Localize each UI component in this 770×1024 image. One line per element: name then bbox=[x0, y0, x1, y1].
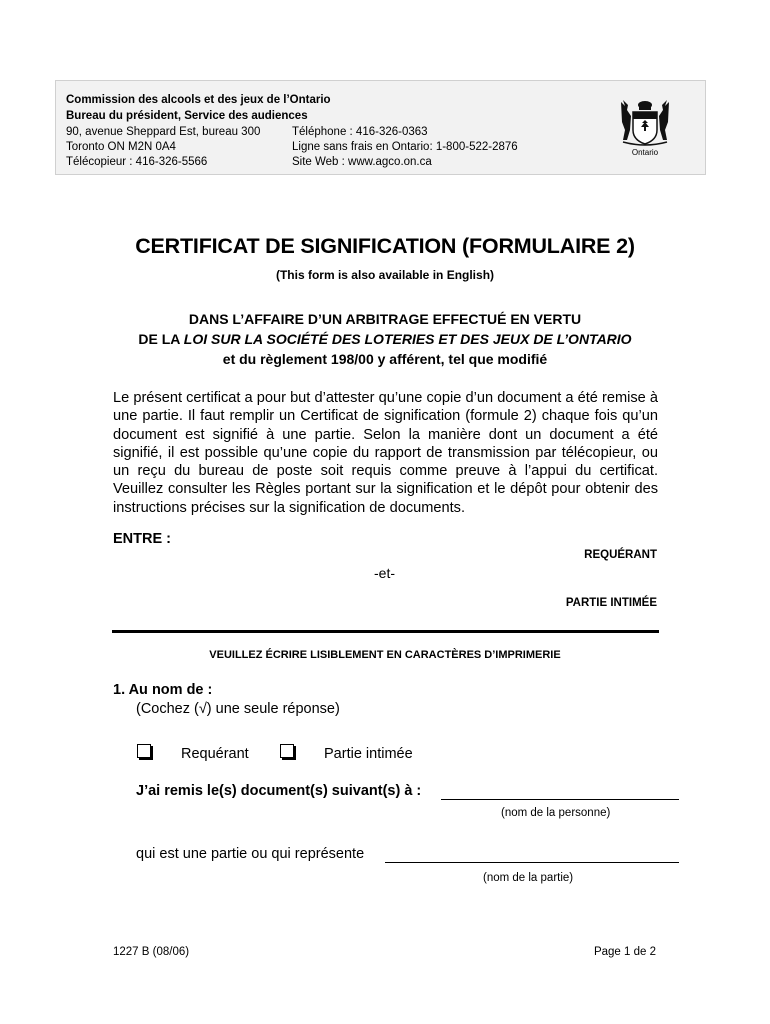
partie-intimee-checkbox[interactable] bbox=[280, 744, 294, 758]
partie-intimee-option-label: Partie intimée bbox=[324, 746, 413, 762]
requerant-label: REQUÉRANT bbox=[584, 549, 657, 561]
requerant-option-label: Requérant bbox=[181, 746, 249, 762]
address-line-2: Toronto ON M2N 0A4 bbox=[66, 141, 176, 153]
person-name-caption: (nom de la personne) bbox=[501, 807, 611, 819]
party-name-field[interactable] bbox=[385, 862, 679, 863]
requerant-checkbox[interactable] bbox=[137, 744, 151, 758]
et-separator: -et- bbox=[374, 565, 395, 581]
phone-number: Téléphone : 416-326-0363 bbox=[292, 126, 428, 138]
section-divider bbox=[112, 630, 659, 633]
org-name: Commission des alcools et des jeux de l’Ontario bbox=[66, 94, 331, 106]
page-subtitle: (This form is also available in English) bbox=[275, 268, 495, 282]
affaire-law-name: LOI SUR LA SOCIÉTÉ DES LOTERIES ET DES JEUX DE L’ONTARIO bbox=[183, 331, 632, 347]
tollfree-number: Ligne sans frais en Ontario: 1-800-522-2876 bbox=[292, 141, 518, 153]
documents-label: J’ai remis le(s) document(s) suivant(s) à : bbox=[136, 783, 422, 799]
fax-number: Télécopieur : 416-326-5566 bbox=[66, 156, 208, 168]
represents-label: qui est une partie ou qui représente bbox=[136, 846, 365, 862]
form-number: 1227 B (08/06) bbox=[113, 946, 190, 958]
affaire-line-2-prefix: DE LA bbox=[138, 331, 184, 347]
page-title: CERTIFICAT DE SIGNIFICATION (FORMULAIRE 2) bbox=[135, 234, 635, 258]
section-1-note: (Cochez (√) une seule réponse) bbox=[136, 701, 340, 717]
party-name-caption: (nom de la partie) bbox=[483, 872, 574, 884]
address-line-1: 90, avenue Sheppard Est, bureau 300 bbox=[66, 126, 261, 138]
affaire-line-3: et du règlement 198/00 y afférent, tel que modifié bbox=[222, 351, 548, 367]
page-number: Page 1 de 2 bbox=[593, 946, 656, 958]
office-name: Bureau du président, Service des audiences bbox=[66, 110, 308, 122]
section-1-heading: 1. Au nom de : bbox=[113, 682, 213, 698]
entre-label: ENTRE : bbox=[113, 531, 171, 547]
logo-text: Ontario bbox=[631, 148, 659, 157]
print-instruction: VEUILLEZ ÉCRIRE LISIBLEMENT EN CARACTÈRES D’IMPRIMERIE bbox=[209, 649, 561, 661]
website: Site Web : www.agco.on.ca bbox=[292, 156, 432, 168]
affaire-line-1: DANS L’AFFAIRE D’UN ARBITRAGE EFFECTUÉ EN VERTU bbox=[188, 311, 582, 327]
affaire-line-2 bbox=[0, 331, 770, 347]
intro-paragraph: Le présent certificat a pour but d’attester qu’une copie d’un document a été remise à une partie. Il faut remplir un Certificat de signification (formule 2) chaque fois qu’un document est signifié à une partie. Selon la manière dont un document a été signifié, il est possible qu’une copie du rapport de transmission par télécopieur, ou un reçu du bureau de poste soit requis comme preuve à l’appui du certificat. Veuillez consulter les Règles portant sur la signification et le dépôt pour obtenir des instructions précises sur la signification de documents. bbox=[113, 390, 658, 516]
partie-intimee-label: PARTIE INTIMÉE bbox=[565, 597, 657, 609]
person-name-field[interactable] bbox=[441, 799, 679, 800]
